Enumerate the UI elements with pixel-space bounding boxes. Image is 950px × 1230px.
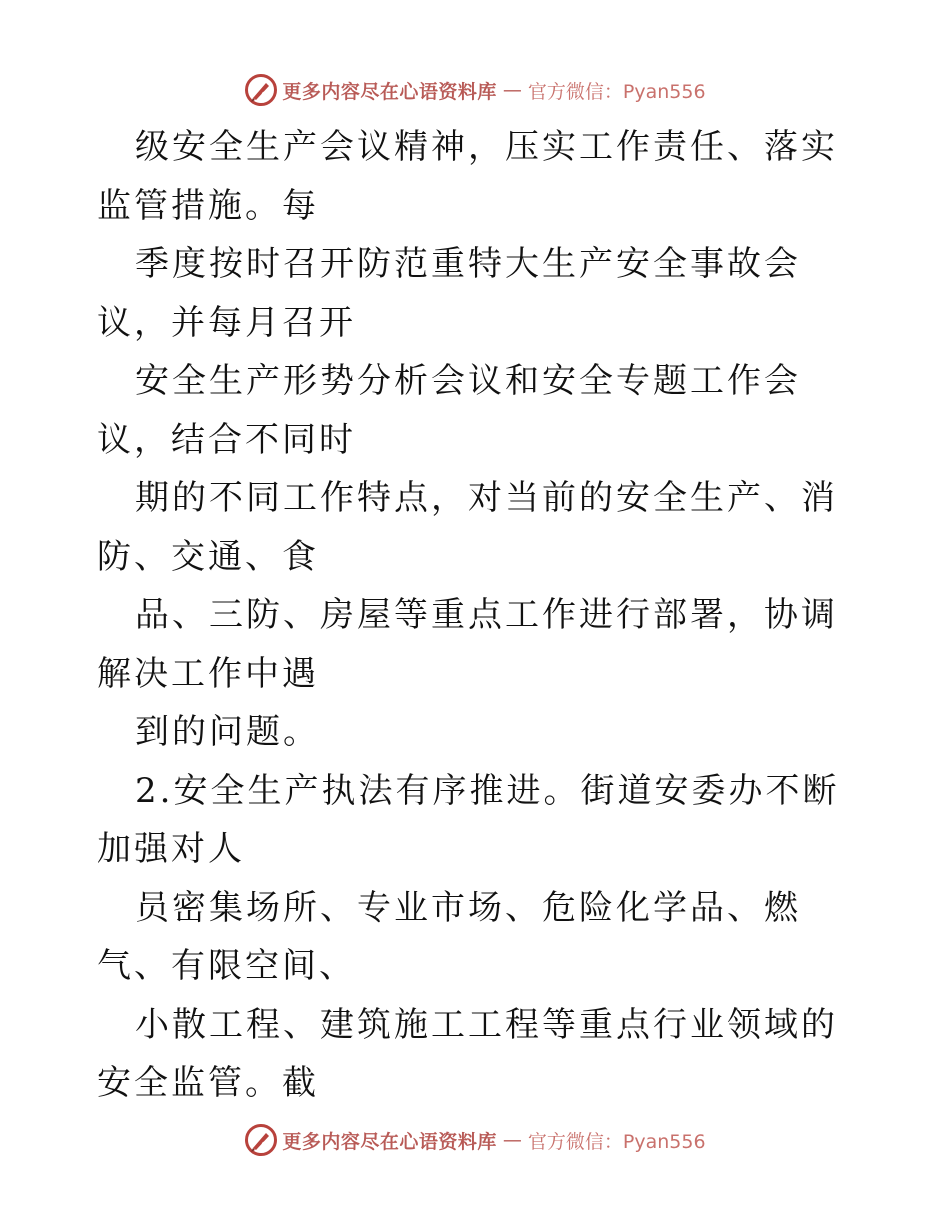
banner-contact: 官方微信：Pyan556 (527, 80, 706, 103)
header-banner (0, 72, 950, 108)
paragraph: 员密集场所、专业市场、危险化学品、燃气、有限空间、 (97, 887, 801, 986)
paragraph: 安全生产形势分析会议和安全专题工作会议，结合不同时 (97, 361, 801, 460)
pen-logo-icon (244, 1123, 278, 1157)
document-body (97, 118, 857, 1113)
paragraph: 级安全生产会议精神，压实工作责任、落实监管措施。每 (97, 127, 838, 226)
paragraph: 季度按时召开防范重特大生产安全事故会议，并每月召开 (97, 244, 801, 343)
banner-text: 更多内容尽在心语资料库 (282, 80, 497, 103)
paragraph: 期的不同工作特点，对当前的安全生产、消防、交通、食 (97, 478, 838, 577)
paragraph: 品、三防、房屋等重点工作进行部署，协调解决工作中遇 (97, 595, 838, 694)
footer-banner (0, 1122, 950, 1158)
pen-logo-icon (244, 73, 278, 107)
banner-separator: — (502, 79, 522, 101)
paragraph: 到的问题。 (135, 712, 320, 752)
banner-contact: 官方微信：Pyan556 (527, 1130, 706, 1153)
banner-text: 更多内容尽在心语资料库 (282, 1130, 497, 1153)
paragraph: 2.安全生产执法有序推进。街道安委办不断加强对人 (97, 770, 840, 869)
paragraph: 小散工程、建筑施工工程等重点行业领域的安全监管。截 (97, 1004, 838, 1103)
banner-separator: — (502, 1129, 522, 1151)
